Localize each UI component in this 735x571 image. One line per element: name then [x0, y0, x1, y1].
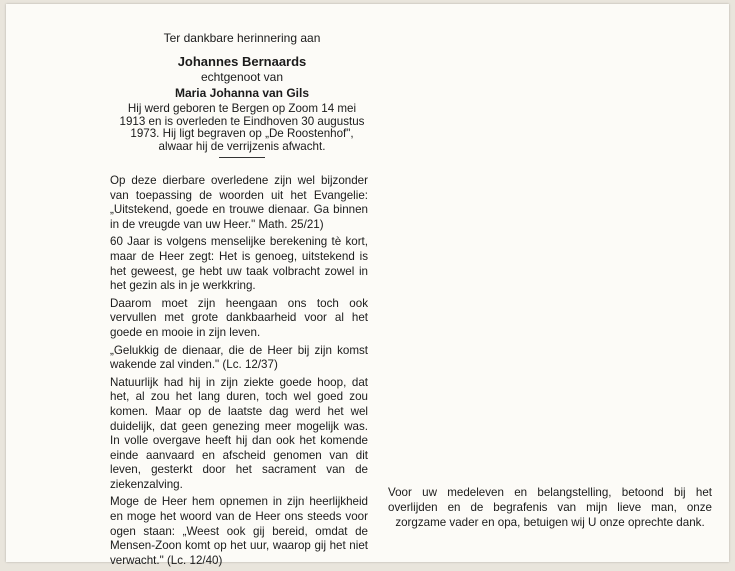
divider: [219, 157, 265, 158]
memorial-text: [110, 174, 368, 571]
paragraph: 60 Jaar is volgens menselijke berekening tè kort, maar de Heer zegt: Het is genoeg, uitstekend is het geweest, ge hebt uw taak volbracht zowel in het gezin als in je werkkring.: [110, 235, 368, 293]
thanks-panel: [388, 485, 712, 530]
thanks-text: Voor uw medeleven en belangstelling, betoond bij het overlijden en de begrafenis van mijn lieve man, onze zorgzame vader en opa, betuigen wij U onze oprechte dank.: [388, 486, 712, 529]
paragraph: Daarom moet zijn heengaan ons toch ook vervullen met grote dankbaarheid voor al het goede en mooie in zijn leven.: [110, 296, 368, 339]
paragraph: „Gelukkig de dienaar, die de Heer bij zijn komst wakende zal vinden." (Lc. 12/37): [110, 343, 368, 372]
memorial-header: [116, 31, 368, 170]
paragraph: Moge de Heer hem opnemen in zijn heerlijkheid en moge het woord van de Heer ons steeds voor ogen staan: „Weest ook gij bereid, omdat de Mensen-Zoon komt op het uur, waarop gij het niet verwacht." (Lc. 12/40): [110, 495, 368, 567]
deceased-name: Johannes Bernaards: [177, 54, 307, 69]
spouse-label: echtgenoot van: [200, 70, 284, 84]
intro-text: Ter dankbare herinnering aan: [163, 31, 321, 45]
memorial-card: [6, 4, 729, 567]
paragraph: Natuurlijk had hij in zijn ziekte goede hoop, dat het, al zou het lang duren, toch wel goed zou komen. Maar op de laatste dag werd het wel duidelijk, dat geen genezing meer mogelijk was. In volle overgave heeft hij dan ook het komende einde aanvaard en afscheid genomen van dit leven, gesterkt door het sacrament van de ziekenzalving.: [110, 375, 368, 491]
spouse-name: Maria Johanna van Gils: [174, 86, 310, 100]
birth-death-info: Hij werd geboren te Bergen op Zoom 14 mei 1913 en is overleden te Eindhoven 30 augustus 1973. Hij ligt begraven op „De Roostenhof", alwaar hij de verrijzenis afwacht.: [119, 102, 365, 153]
paragraph: Op deze dierbare overledene zijn wel bijzonder van toepassing de woorden uit het Evangelie: „Uitstekend, goede en trouwe dienaar. Ga binnen in de vreugde van uw Heer." Math. 25/21): [110, 174, 368, 231]
